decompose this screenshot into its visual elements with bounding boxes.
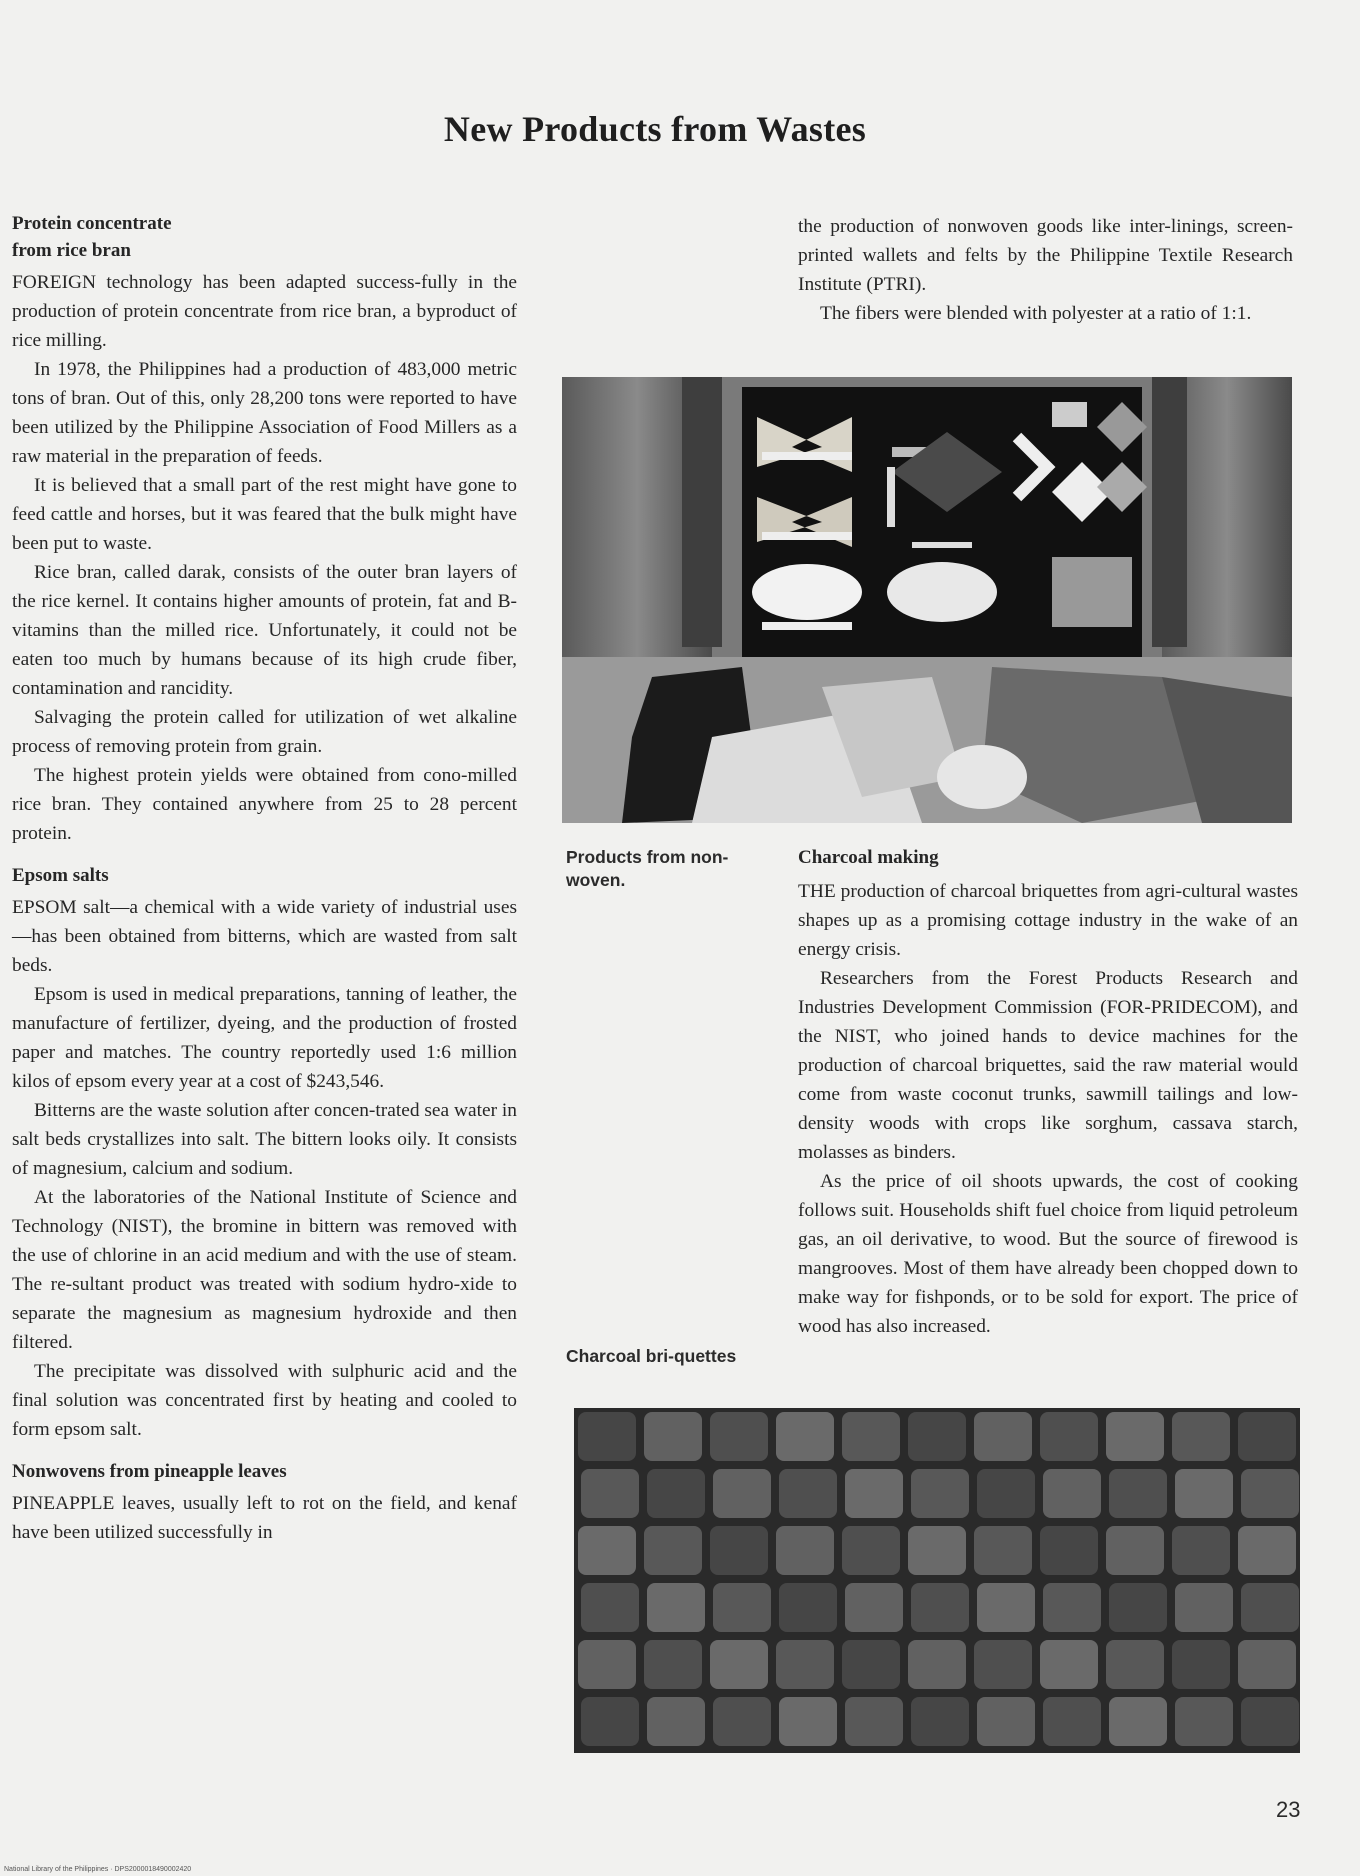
nonwoven-products-photo (562, 377, 1292, 823)
briquette (1175, 1583, 1233, 1632)
briquette (647, 1583, 705, 1632)
briquette (974, 1412, 1032, 1461)
epsom-paragraph: EPSOM salt—a chemical with a wide variety of industrial uses—has been obtained from bitterns, which are wasted from salt beds. (12, 897, 517, 976)
protein-heading-line2: from rice bran (12, 240, 131, 261)
briquette (1172, 1526, 1230, 1575)
briquette (1172, 1412, 1230, 1461)
epsom-heading: Epsom salts (12, 865, 109, 886)
briquette (1241, 1583, 1299, 1632)
footer-note: National Library of the Philippines · DPS2000018490002420 (4, 1866, 192, 1873)
briquette (1238, 1640, 1296, 1689)
briquette (1043, 1469, 1101, 1518)
briquette (977, 1583, 1035, 1632)
nonwoven-photo-illustration (562, 377, 1292, 823)
charcoal-briquettes-photo (574, 1408, 1300, 1753)
briquette (1106, 1640, 1164, 1689)
charcoal-paragraph: Researchers from the Forest Products Research and Industries Development Commission (FOR-PRIDECOM), and the NIST, who joined hands to device machines for the production of charcoal briquettes, said the raw material would come from waste coconut trunks, sawmill tailings and low-density woods with crops like sorghum, cassava starch, molasses as binders. (798, 968, 1298, 1163)
briquette (1172, 1640, 1230, 1689)
briquette (911, 1697, 969, 1746)
briquette (977, 1697, 1035, 1746)
briquette (1241, 1469, 1299, 1518)
protein-paragraph: FOREIGN technology has been adapted success-fully in the production of protein concentrate from rice bran, a byproduct of rice milling. (12, 272, 517, 351)
briquette (1175, 1697, 1233, 1746)
briquette (710, 1640, 768, 1689)
briquette (911, 1469, 969, 1518)
left-column (12, 210, 517, 1547)
protein-paragraph: In 1978, the Philippines had a production of 483,000 metric tons of bran. Out of this, only 28,200 tons were reported to have been utilized by the Philippine Association of Food Millers as a raw material in the preparation of feeds. (12, 359, 517, 467)
briquette (911, 1583, 969, 1632)
charcoal-paragraph: THE production of charcoal briquettes from agri-cultural wastes shapes up as a promising cottage industry in the wake of an energy crisis. (798, 881, 1298, 960)
protein-heading-line1: Protein concentrate (12, 213, 172, 234)
briquette (1238, 1412, 1296, 1461)
briquette (779, 1697, 837, 1746)
briquette (647, 1697, 705, 1746)
charcoal-heading: Charcoal making (798, 847, 939, 868)
briquette (644, 1640, 702, 1689)
nonwovens-paragraph-continued: the production of nonwoven goods like inter-linings, screen-printed wallets and felts by the Philippine Textile Research Institute (PTRI). (798, 216, 1293, 295)
protein-paragraph: Rice bran, called darak, consists of the outer bran layers of the rice kernel. It contains higher amounts of protein, fat and B-vitamins than the milled rice. Unfortunately, it could not be eaten too much by humans because of its high crude fiber, contamination and rancidity. (12, 562, 517, 699)
briquette (647, 1469, 705, 1518)
epsom-paragraph: Bitterns are the waste solution after concen-trated sea water in salt beds crystallizes into salt. The bittern looks oily. It consists of magnesium, calcium and sodium. (12, 1100, 517, 1179)
briquette (776, 1412, 834, 1461)
protein-paragraph: It is believed that a small part of the rest might have gone to feed cattle and horses, but it was feared that the bulk might have been put to waste. (12, 475, 517, 554)
briquette (1040, 1526, 1098, 1575)
nonwoven-photo-caption: Products from non-woven. (566, 847, 729, 890)
briquette (908, 1640, 966, 1689)
briquettes-illustration (574, 1408, 1300, 1753)
charcoal-photo-caption: Charcoal bri-quettes (566, 1346, 737, 1366)
nonwovens-paragraph: The fibers were blended with polyester at a ratio of 1:1. (820, 303, 1252, 324)
briquette (1238, 1526, 1296, 1575)
briquette (974, 1526, 1032, 1575)
protein-paragraph: The highest protein yields were obtained from cono-milled rice bran. They contained anywhere from 25 to 28 percent protein. (12, 765, 517, 844)
briquette (1106, 1412, 1164, 1461)
briquette (1109, 1583, 1167, 1632)
page-number: 23 (1276, 1797, 1301, 1822)
briquette (908, 1526, 966, 1575)
briquette (908, 1412, 966, 1461)
briquette (644, 1526, 702, 1575)
briquette (581, 1583, 639, 1632)
briquette (1175, 1469, 1233, 1518)
briquette (1040, 1640, 1098, 1689)
briquette (1109, 1697, 1167, 1746)
briquette (644, 1412, 702, 1461)
briquette (1109, 1469, 1167, 1518)
briquette (776, 1640, 834, 1689)
epsom-paragraph: At the laboratories of the National Institute of Science and Technology (NIST), the bromine in bittern was removed with the use of chlorine in an acid medium and with the use of steam. The re-sultant product was treated with sodium hydro-xide to separate the magnesium as magnesium hydroxide and then filtered. (12, 1187, 517, 1353)
briquette (842, 1526, 900, 1575)
nonwovens-heading: Nonwovens from pineapple leaves (12, 1461, 287, 1482)
briquette (1043, 1583, 1101, 1632)
briquette (713, 1469, 771, 1518)
briquette (578, 1526, 636, 1575)
briquette (845, 1697, 903, 1746)
briquette (581, 1697, 639, 1746)
right-column-top (798, 212, 1293, 328)
briquette (578, 1640, 636, 1689)
charcoal-paragraph: As the price of oil shoots upwards, the cost of cooking follows suit. Households shift fuel choice from liquid petroleum gas, an oil derivative, to wood. But the source of firewood is mangrooves. Most of them have already been chopped down to make way for fishponds, or to be sold for export. The price of wood has also increased. (798, 1171, 1298, 1337)
briquette (713, 1697, 771, 1746)
briquette (842, 1640, 900, 1689)
briquette (977, 1469, 1035, 1518)
briquette (845, 1469, 903, 1518)
briquette (1241, 1697, 1299, 1746)
epsom-paragraph: The precipitate was dissolved with sulphuric acid and the final solution was concentrated first by heating and cooled to form epsom salt. (12, 1361, 517, 1440)
briquette (779, 1469, 837, 1518)
briquette (578, 1412, 636, 1461)
page-title: New Products from Wastes (443, 109, 867, 149)
briquette (1043, 1697, 1101, 1746)
briquette (1040, 1412, 1098, 1461)
briquette (776, 1526, 834, 1575)
briquette (974, 1640, 1032, 1689)
briquette (842, 1412, 900, 1461)
protein-paragraph: Salvaging the protein called for utilization of wet alkaline process of removing protein from grain. (12, 707, 517, 757)
briquette (710, 1526, 768, 1575)
nonwovens-paragraph: PINEAPPLE leaves, usually left to rot on the field, and kenaf have been utilized successfully in (12, 1493, 517, 1543)
briquette (713, 1583, 771, 1632)
briquette (779, 1583, 837, 1632)
briquette (1106, 1526, 1164, 1575)
briquette (710, 1412, 768, 1461)
briquette (581, 1469, 639, 1518)
right-column-middle (798, 844, 1298, 1341)
briquette (845, 1583, 903, 1632)
epsom-paragraph: Epsom is used in medical preparations, tanning of leather, the manufacture of fertilizer, dyeing, and the production of frosted paper and matches. The country reportedly used 1:6 million kilos of epsom every year at a cost of $243,546. (12, 984, 517, 1092)
